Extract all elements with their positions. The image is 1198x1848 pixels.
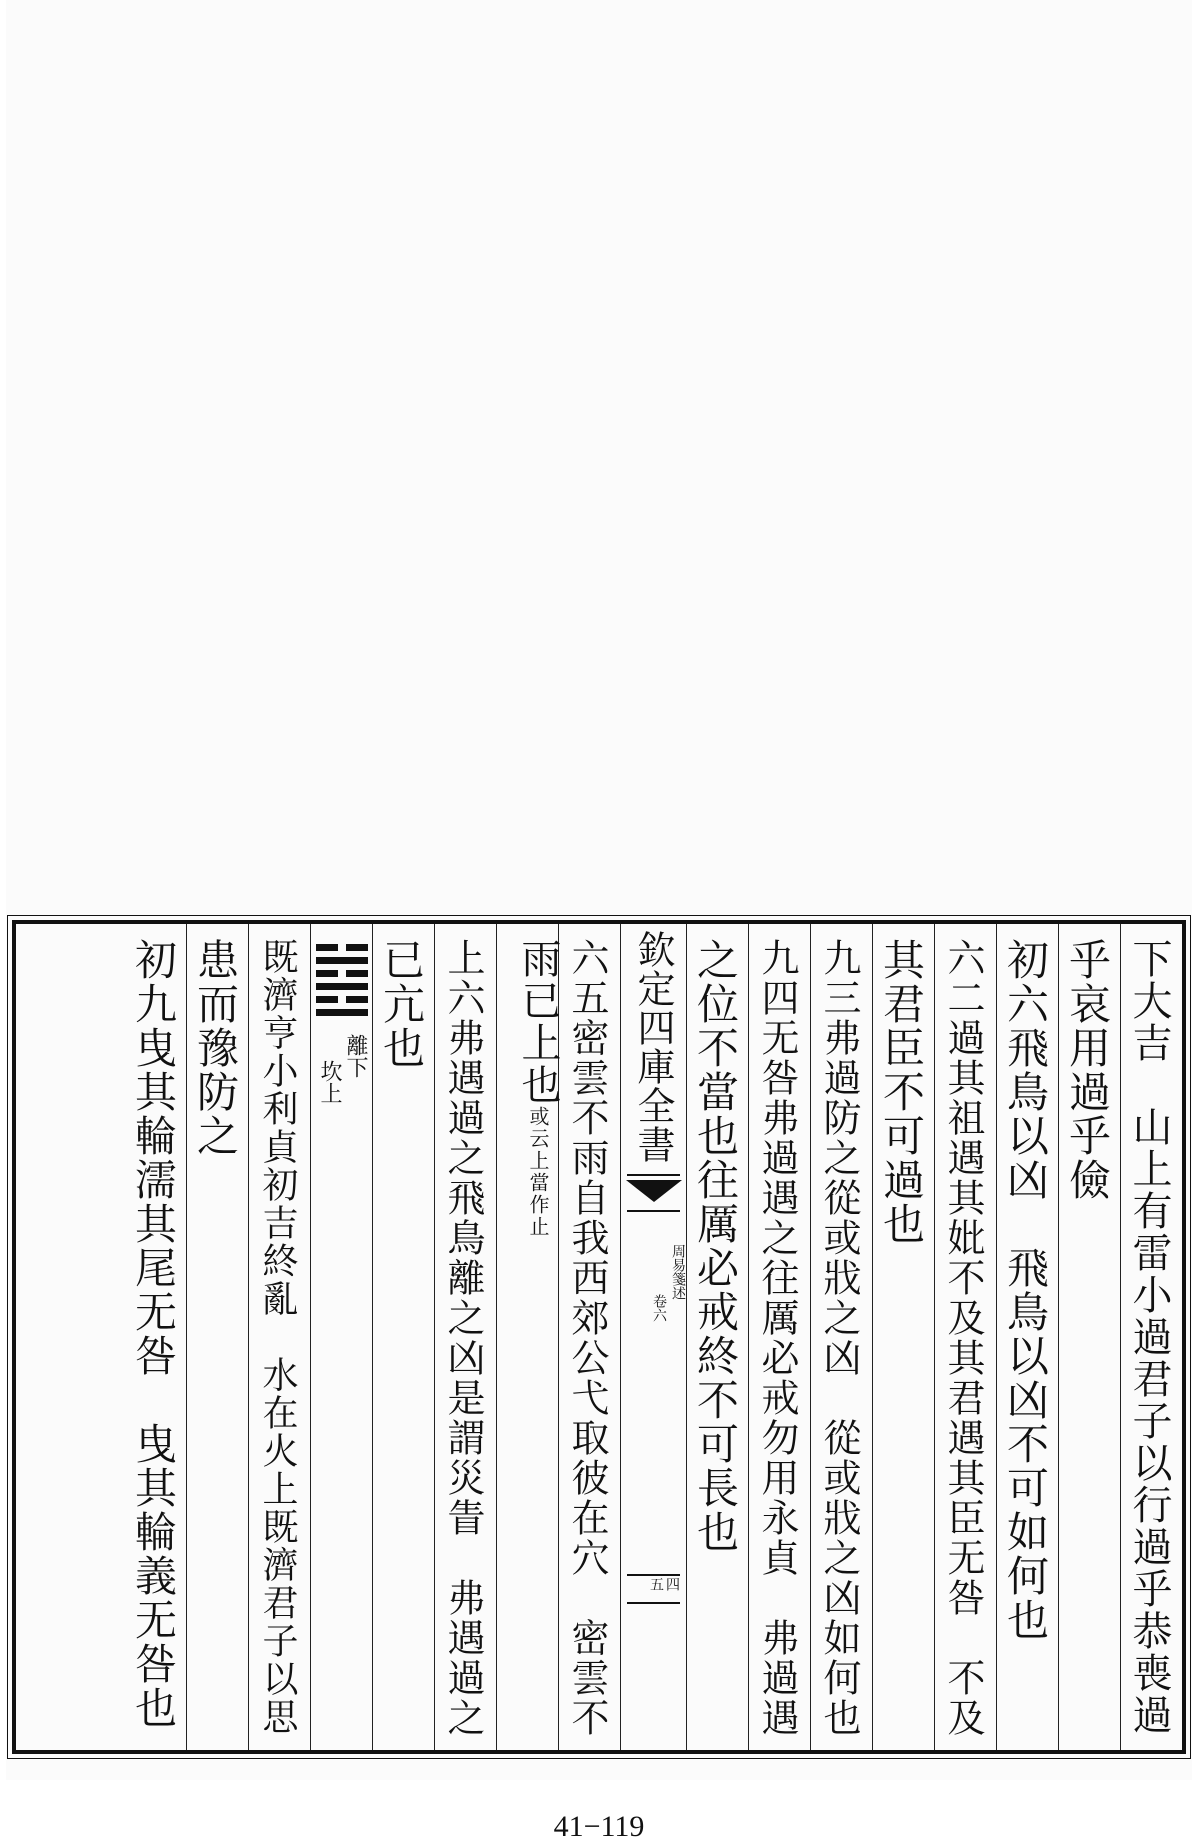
footer-page-code: 41−119 <box>553 1810 645 1843</box>
text-column <box>16 924 186 1750</box>
column-text: 乎哀用過乎儉 <box>1063 938 1112 1202</box>
text-column <box>1058 924 1120 1750</box>
text-column <box>186 924 248 1750</box>
jiji-hexagram-icon <box>316 944 368 1022</box>
column-text: 已亢也 <box>377 938 426 1070</box>
bottom-page <box>6 0 1192 1780</box>
text-column <box>686 924 748 1750</box>
main-text: 雨已上也 <box>515 938 561 1106</box>
column-text <box>497 938 561 1238</box>
banner-page-number: 四五 <box>648 1577 680 1591</box>
column-text: 之位不當也往厲必戒終不可長也 <box>691 938 740 1554</box>
banner-page-number-box <box>627 1574 680 1604</box>
column-text: 患而豫防之 <box>191 938 240 1158</box>
text-column <box>934 924 996 1750</box>
text-column <box>434 924 496 1750</box>
fish-tail-ornament-icon <box>627 1174 680 1212</box>
center-banner <box>620 924 686 1750</box>
banner-book-name: 周易箋述 <box>670 1244 686 1300</box>
text-column <box>558 924 620 1750</box>
lower-trigram-label: 離下 <box>343 1034 368 1078</box>
text-column <box>810 924 872 1750</box>
bottom-page-frame <box>12 920 1186 1754</box>
column-text: 其君臣不可過也 <box>877 938 926 1246</box>
column-text: 下大吉 山上有雷小過君子以行過乎恭喪過 <box>1126 938 1172 1736</box>
column-text: 上六弗遇過之飛鳥離之凶是謂災眚 弗遇過之 <box>441 938 485 1738</box>
column-text: 初九曳其輪濡其尾无咎 曳其輪義无咎也 <box>129 938 178 1730</box>
text-column <box>1120 924 1182 1750</box>
text-column <box>496 924 561 1750</box>
text-column <box>372 924 434 1750</box>
interlinear-note: 或云上當作止 <box>526 1106 550 1238</box>
text-column <box>248 924 310 1750</box>
bottom-columns <box>16 924 1182 1750</box>
banner-volume: 卷六 <box>651 1294 667 1322</box>
text-column <box>996 924 1058 1750</box>
upper-trigram-label: 坎上 <box>317 1060 342 1104</box>
hexagram-column <box>310 924 372 1750</box>
column-text: 既濟亨小利貞初吉終亂 水在火上既濟君子以思 <box>257 938 298 1736</box>
column-text: 九三弗過防之從或戕之凶 從或戕之凶如何也 <box>817 938 861 1738</box>
column-text: 九四无咎弗過遇之往厲必戒勿用永貞 弗過遇 <box>755 938 799 1738</box>
banner-title: 欽定四庫全書 <box>631 930 675 1164</box>
text-column <box>872 924 934 1750</box>
column-text: 初六飛鳥以凶 飛鳥以凶不可如何也 <box>1001 938 1050 1642</box>
column-text: 六五密雲不雨自我西郊公弋取彼在穴 密雲不 <box>565 938 609 1738</box>
text-column <box>748 924 810 1750</box>
column-text: 六二過其祖遇其妣不及其君遇其臣无咎 不及 <box>941 938 985 1738</box>
